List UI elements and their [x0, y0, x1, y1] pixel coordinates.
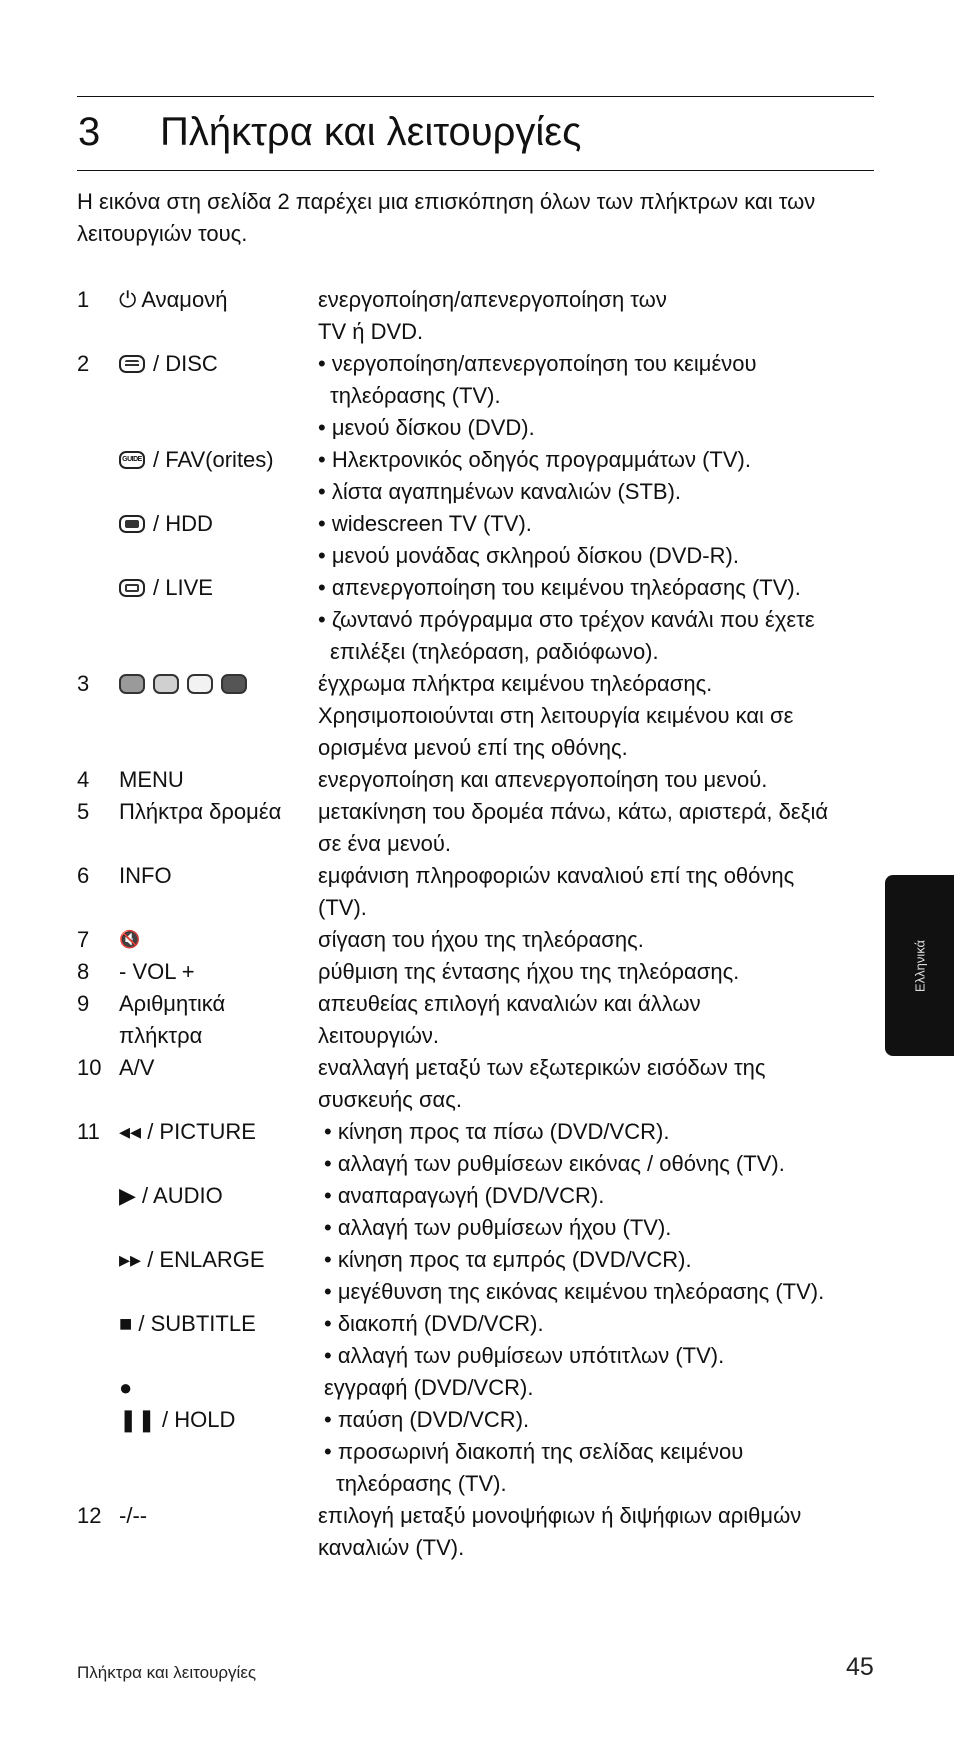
- entry-desc-line: • διακοπή (DVD/VCR).: [324, 1311, 544, 1336]
- entry-12: [77, 1500, 877, 1564]
- green-key-icon: [153, 674, 179, 694]
- key-stop-subtitle: ■ / SUBTITLE: [119, 1311, 256, 1336]
- entry-number: 10: [77, 1055, 102, 1080]
- entry-desc-line: σε ένα μενού.: [318, 831, 451, 856]
- entry-4: [77, 764, 877, 796]
- key-menu: MENU: [119, 767, 184, 792]
- key-live: / LIVE: [119, 572, 213, 604]
- entry-desc-line: ενεργοποίηση/απενεργοποίηση των: [318, 287, 667, 312]
- entry-desc-line: • αλλαγή των ρυθμίσεων υπότιτλων (TV).: [324, 1343, 725, 1368]
- key-info: INFO: [119, 863, 172, 888]
- entry-7: [77, 924, 877, 956]
- entry-desc-line: ορισμένα μενού επί της οθόνης.: [318, 735, 628, 760]
- yellow-key-icon: [187, 674, 213, 694]
- entry-desc-line: τηλεόρασης (TV).: [336, 1471, 507, 1496]
- entry-desc-line: • ζωντανό πρόγραμμα στο τρέχον κανάλι που έχετε: [318, 607, 815, 632]
- entry-desc-line: • προσωρινή διακοπή της σελίδας κειμένου: [324, 1439, 744, 1464]
- entry-desc-line: TV ή DVD.: [318, 319, 424, 344]
- entry-desc-line: • αλλαγή των ρυθμίσεων ήχου (TV).: [324, 1215, 672, 1240]
- key-function-list: [77, 284, 877, 1564]
- entry-desc-line: • Ηλεκτρονικός οδηγός προγραμμάτων (TV).: [318, 447, 751, 472]
- key-hdd: / HDD: [119, 508, 213, 540]
- entry-number: 5: [77, 799, 90, 824]
- entry-desc-line: εναλλαγή μεταξύ των εξωτερικών εισόδων της: [318, 1055, 766, 1080]
- entry-number: 9: [77, 991, 90, 1016]
- entry-desc-line: • κίνηση προς τα εμπρός (DVD/VCR).: [324, 1247, 692, 1272]
- key-pause-hold: ❚❚ / HOLD: [119, 1407, 236, 1432]
- entry-desc-line: • μενού δίσκου (DVD).: [318, 415, 535, 440]
- entry-desc-line: επιλογή μεταξύ μονοψήφιων ή διψήφιων αριθμών: [318, 1503, 802, 1528]
- key-disc: / DISC: [119, 348, 218, 380]
- widescreen-icon: [119, 515, 145, 533]
- key-digit-entry: -/--: [119, 1503, 148, 1528]
- entry-8: [77, 956, 877, 988]
- language-tab: [885, 875, 954, 1056]
- language-tab-label: Ελληνικά: [912, 939, 927, 992]
- guide-icon: GUIDE: [119, 451, 145, 469]
- entry-desc-line: επιλέξει (τηλεόραση, ραδιόφωνο).: [330, 639, 659, 664]
- colour-keys-icon: [119, 674, 247, 694]
- header-rule-top: [77, 96, 874, 97]
- entry-number: 3: [77, 671, 90, 696]
- teletext-icon: [119, 355, 145, 373]
- key-numeric: Αριθμητικά πλήκτρα: [119, 991, 226, 1048]
- entry-desc-line: μετακίνηση του δρομέα πάνω, κάτω, αριστερά, δεξιά: [318, 799, 829, 824]
- record-icon: ●: [119, 1375, 133, 1400]
- blue-key-icon: [221, 674, 247, 694]
- key-rewind-picture: ◂◂ / PICTURE: [119, 1119, 256, 1144]
- entry-desc-line: (TV).: [318, 895, 367, 920]
- page-number: 45: [846, 1653, 874, 1681]
- chapter-number: 3: [78, 110, 101, 154]
- entry-desc-line: καναλιών (TV).: [318, 1535, 465, 1560]
- key-cursor: Πλήκτρα δρομέα: [119, 799, 282, 824]
- entry-desc-line: • παύση (DVD/VCR).: [324, 1407, 530, 1432]
- entry-number: 4: [77, 767, 90, 792]
- key-favorites: GUIDE / FAV(orites): [119, 444, 274, 476]
- key-forward-enlarge: ▸▸ / ENLARGE: [119, 1247, 265, 1272]
- entry-desc-line: εγγραφή (DVD/VCR).: [324, 1375, 534, 1400]
- entry-desc-line: • κίνηση προς τα πίσω (DVD/VCR).: [324, 1119, 670, 1144]
- entry-6: [77, 860, 877, 924]
- key-volume: - VOL +: [119, 959, 195, 984]
- entry-number: 8: [77, 959, 90, 984]
- footer-section-title: Πλήκτρα και λειτουργίες: [77, 1663, 257, 1682]
- entry-11: [77, 1116, 877, 1500]
- entry-number: 7: [77, 927, 90, 952]
- entry-desc-line: • widescreen TV (TV).: [318, 511, 532, 536]
- entry-9: [77, 988, 877, 1052]
- key-standby: ⏻ Αναμονή: [119, 287, 228, 312]
- entry-5: [77, 796, 877, 860]
- entry-desc-line: • αλλαγή των ρυθμίσεων εικόνας / οθόνης (TV).: [324, 1151, 785, 1176]
- entry-desc-line: απευθείας επιλογή καναλιών και άλλων: [318, 991, 701, 1016]
- key-play-audio: ▶ / AUDIO: [119, 1183, 223, 1208]
- entry-number: 12: [77, 1503, 102, 1528]
- key-av: A/V: [119, 1055, 155, 1080]
- entry-desc-line: • μεγέθυνση της εικόνας κειμένου τηλεόρασης (TV).: [324, 1279, 825, 1304]
- intro-paragraph: Η εικόνα στη σελίδα 2 παρέχει μια επισκόπηση όλων των πλήκτρων και των λειτουργιών τους.: [77, 189, 816, 246]
- entry-2: [77, 348, 877, 668]
- entry-desc-line: ενεργοποίηση και απενεργοποίηση του μενού.: [318, 767, 768, 792]
- entry-3: [77, 668, 877, 764]
- entry-desc-line: εμφάνιση πληροφοριών καναλιού επί της οθόνης: [318, 863, 795, 888]
- entry-desc-line: • λίστα αγαπημένων καναλιών (STB).: [318, 479, 682, 504]
- entry-number: 6: [77, 863, 90, 888]
- chapter-title: Πλήκτρα και λειτουργίες: [160, 110, 582, 154]
- entry-desc-line: λειτουργιών.: [318, 1023, 440, 1048]
- entry-desc-line: • αναπαραγωγή (DVD/VCR).: [324, 1183, 605, 1208]
- entry-desc-line: συσκευής σας.: [318, 1087, 462, 1112]
- entry-1: [77, 284, 877, 348]
- live-icon: [119, 579, 145, 597]
- entry-desc-line: έγχρωμα πλήκτρα κειμένου τηλεόρασης.: [318, 671, 713, 696]
- header-rule-bottom: [77, 170, 874, 171]
- entry-desc-line: • μενού μονάδας σκληρού δίσκου (DVD-R).: [318, 543, 739, 568]
- entry-desc-line: • απενεργοποίηση του κειμένου τηλεόρασης (TV).: [318, 575, 801, 600]
- red-key-icon: [119, 674, 145, 694]
- mute-icon: 🔇: [119, 930, 141, 949]
- entry-number: 2: [77, 351, 90, 376]
- entry-desc-line: τηλεόρασης (TV).: [330, 383, 501, 408]
- entry-desc-line: • νεργοποίηση/απενεργοποίηση του κειμένου: [318, 351, 757, 376]
- entry-number: 1: [77, 287, 90, 312]
- power-icon: ⏻: [119, 287, 142, 312]
- entry-desc-line: Χρησιμοποιούνται στη λειτουργία κειμένου και σε: [318, 703, 794, 728]
- entry-desc-line: σίγαση του ήχου της τηλεόρασης.: [318, 927, 644, 952]
- entry-10: [77, 1052, 877, 1116]
- entry-desc-line: ρύθμιση της έντασης ήχου της τηλεόρασης.: [318, 959, 740, 984]
- entry-number: 11: [77, 1119, 100, 1144]
